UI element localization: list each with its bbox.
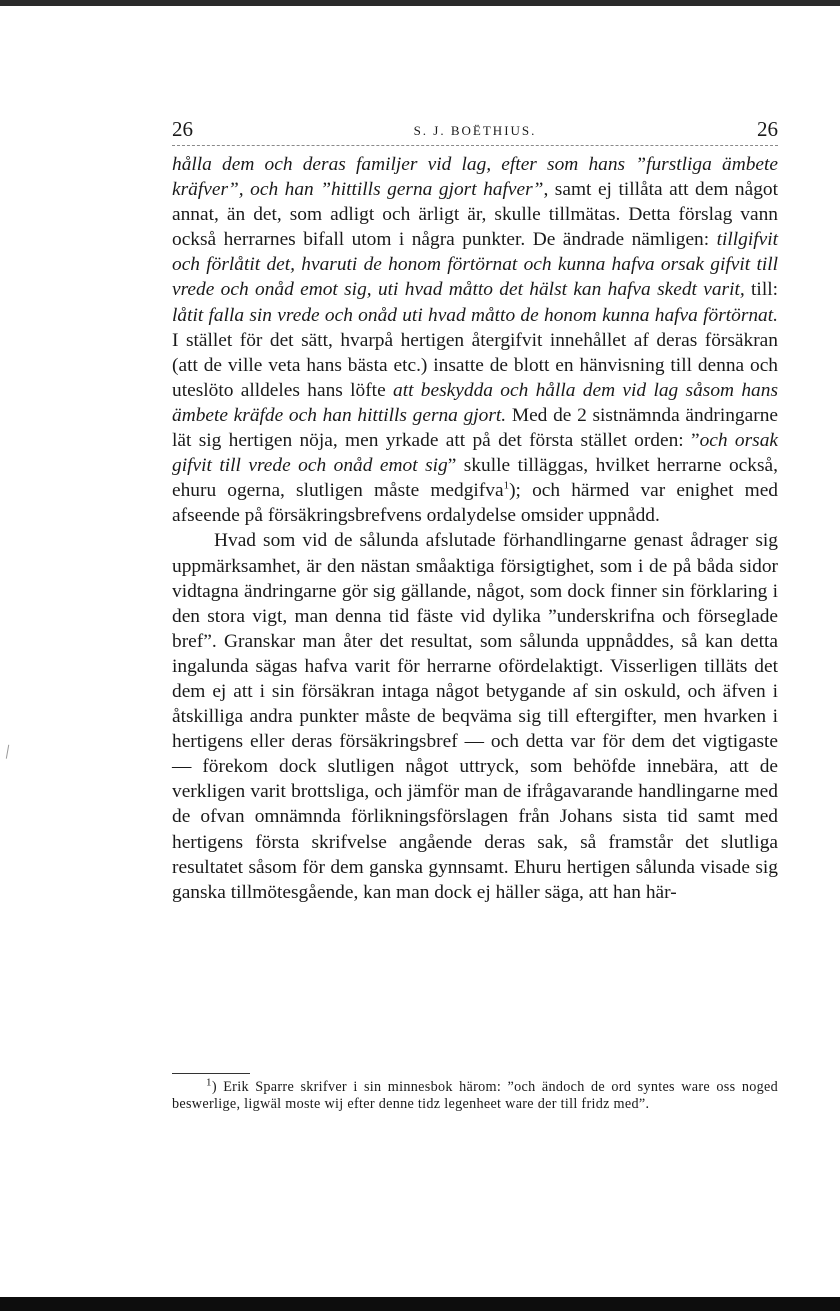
text-run: I stället för det sätt, hvarpå hertigen återgifvit innehållet af deras försäkran (att de ville veta hans bästa etc.) insatte de blott en hänvisning till denna och uteslöto alldeles hans löfte — [172, 329, 778, 401]
footnote-marker: 1 — [206, 1076, 212, 1089]
body-text — [172, 152, 778, 905]
page-number-right: 26 — [757, 117, 778, 141]
italic-quote: att beskydda och hålla dem vid lag såsom hans ämbete kräfde och han hittills gerna gjort. — [172, 379, 778, 426]
text-run: , samt ej tillåta att dem något annat, än det, som adligt och ärligt är, skulle tillmätas. Detta förslag vann också herrarnes bifall utom i några punkter. De ändrade nämligen: — [172, 179, 778, 251]
text-run: till: — [744, 279, 778, 301]
text-run: ” skulle tilläggas, hvilket herrarne också, ehuru ogerna, slutligen måste medgifva — [172, 455, 778, 502]
page-number-left: 26 — [172, 117, 193, 141]
italic-quote: låtit falla sin vrede och onåd uti hvad måtto de honom kunna hafva förtörnat. — [172, 304, 778, 326]
page-header — [172, 113, 778, 143]
paragraph-2: Hvad som vid de sålunda afslutade förhandlingarne genast ådrager sig uppmärksamhet, är den nästan småaktiga försigtighet, som i de på båda sidor vidtagna ändringarne gör sig gällande, något, som dock finner sin förklaring i den stora vigt, man denna tid fäste vid dylika ”underskrifna och förseglade bref”. Granskar man åter det resultat, som sålunda uppnåddes, så kan detta ingalunda sägas hafva varit för herrarne ofördelaktigt. Visserligen tilläts det dem ej att i sin försäkran intaga något betygande af sin oskuld, och äfven i åtskilliga andra punkter måste de beqväma sig till eftergifter, men hvarken i hertigens eller deras försäkringsbref — och detta var för dem det vigtigaste — förekom dock slutligen något uttryck, som behöfde innebära, att de verkligen varit brottsliga, och jämför man de ifrågavarande handlingarne med de ofvan omnämnda förlikningsförslagen från Johans sista tid samt med hertigens första skrifvelse angående deras sak, så framstår det slutliga resultatet såsom för dem ganska gynnsamt. Ehuru hertigen sålunda visade sig ganska tillmötesgående, kan man dock ej häller säga, att han här- — [172, 530, 778, 903]
text-run: ); och härmed var enighet med afseende på försäkringsbrefvens ordalydelse omsider uppnådd. — [172, 480, 778, 527]
header-rule — [172, 145, 778, 146]
footnote-reference: 1 — [503, 479, 510, 492]
scan-bottom-edge — [0, 1297, 840, 1311]
paragraph-1 — [172, 152, 778, 528]
scan-top-edge — [0, 0, 840, 6]
text-run: Med de 2 sistnämnda ändringarne lät sig hertigen nöja, men yrkade att på det första stället orden: ” — [172, 404, 778, 452]
footnote — [172, 1076, 778, 1112]
footnote-rule — [172, 1073, 250, 1074]
italic-quote: tillgifvit och förlåtit det, hvaruti de honom förtörnat och kunna hafva orsak gifvit till vrede och onåd emot sig, uti hvad måtto det hälst kan hafva skedt varit, — [172, 229, 778, 301]
footnote-paragraph — [172, 1076, 778, 1112]
footnote-text: ) Erik Sparre skrifver i sin minnesbok härom: ”och ändoch de ord syntes ware oss noged beswerlige, ligwäl moste wij efter denne tidz legenheet ware der till fridz med”. — [172, 1079, 778, 1112]
running-title: S. J. BOËTHIUS. — [413, 123, 537, 138]
italic-quote: hålla dem och deras familjer vid lag, efter som hans ”furstliga ämbete kräfver”, och han ”hittills gerna gjort hafver” — [172, 154, 778, 201]
italic-quote: och orsak gifvit till vrede och onåd emot sig — [172, 430, 779, 477]
margin-mark — [6, 745, 12, 759]
